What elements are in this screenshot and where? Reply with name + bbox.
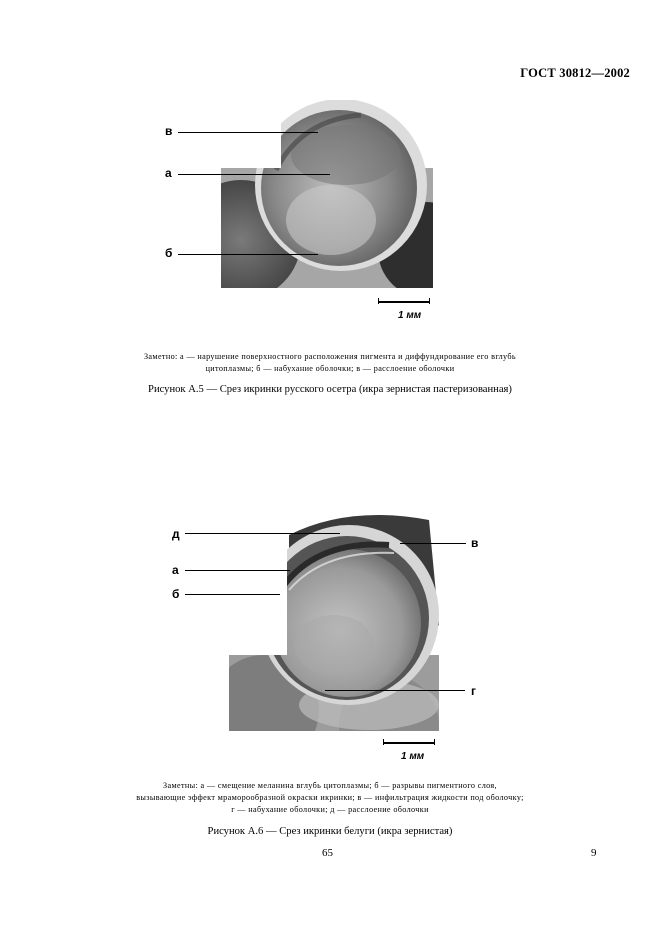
fig6-leader-v — [400, 543, 466, 544]
fig6-label-g: г — [471, 684, 476, 698]
fig5-caption: Рисунок А.5 — Срез икринки русского осетра (икра зернистая пастеризованная) — [148, 384, 512, 395]
fig5-label-v: в — [165, 124, 173, 138]
fig5-note-line1: Заметно: а — нарушение поверхностного расположения пигмента и диффундирование его вглубь — [143, 352, 516, 361]
fig6-scale-bar — [383, 742, 435, 744]
fig5-label-b: б — [165, 246, 173, 260]
fig5-note-line2: цитоплазмы; б — набухание оболочки; в — расслоение оболочки — [205, 364, 455, 373]
fig5-scale-label: 1 мм — [398, 310, 422, 321]
standard-code: ГОСТ 30812—2002 — [520, 66, 630, 80]
fig6-note-line2: вызывающие эффект мраморообразной окраски икринки; в — инфильтрация жидкости под оболочку; — [136, 793, 524, 802]
fig6-caption: Рисунок А.6 — Срез икринки белуги (икра зернистая) — [207, 826, 453, 837]
page-number-right: 9 — [591, 847, 597, 859]
fig5-leader-b — [178, 254, 318, 255]
fig5-leader-a — [178, 174, 330, 175]
fig6-note-line3: г — набухание оболочки; д — расслоение оболочки — [231, 805, 429, 814]
fig5-leader-v — [178, 132, 318, 133]
figure-a6-photo — [229, 505, 439, 731]
fig6-label-b: б — [172, 587, 180, 601]
fig6-leader-a — [185, 570, 290, 571]
fig6-note-line1: Заметны: а — смещение меланина вглубь цитоплазмы; б — разрывы пигментного слоя, — [163, 781, 497, 790]
fig6-label-v: в — [471, 536, 479, 550]
fig5-scale-bar — [378, 301, 430, 303]
fig6-scale-label: 1 мм — [401, 751, 425, 762]
fig5-label-a: а — [165, 166, 172, 180]
fig6-leader-d — [185, 533, 340, 534]
page-number-center: 65 — [322, 847, 333, 859]
fig6-label-d: д — [172, 527, 180, 541]
fig6-leader-g — [325, 690, 465, 691]
fig6-label-a: а — [172, 563, 179, 577]
figure-a5-photo — [221, 100, 433, 288]
fig6-leader-b — [185, 594, 280, 595]
